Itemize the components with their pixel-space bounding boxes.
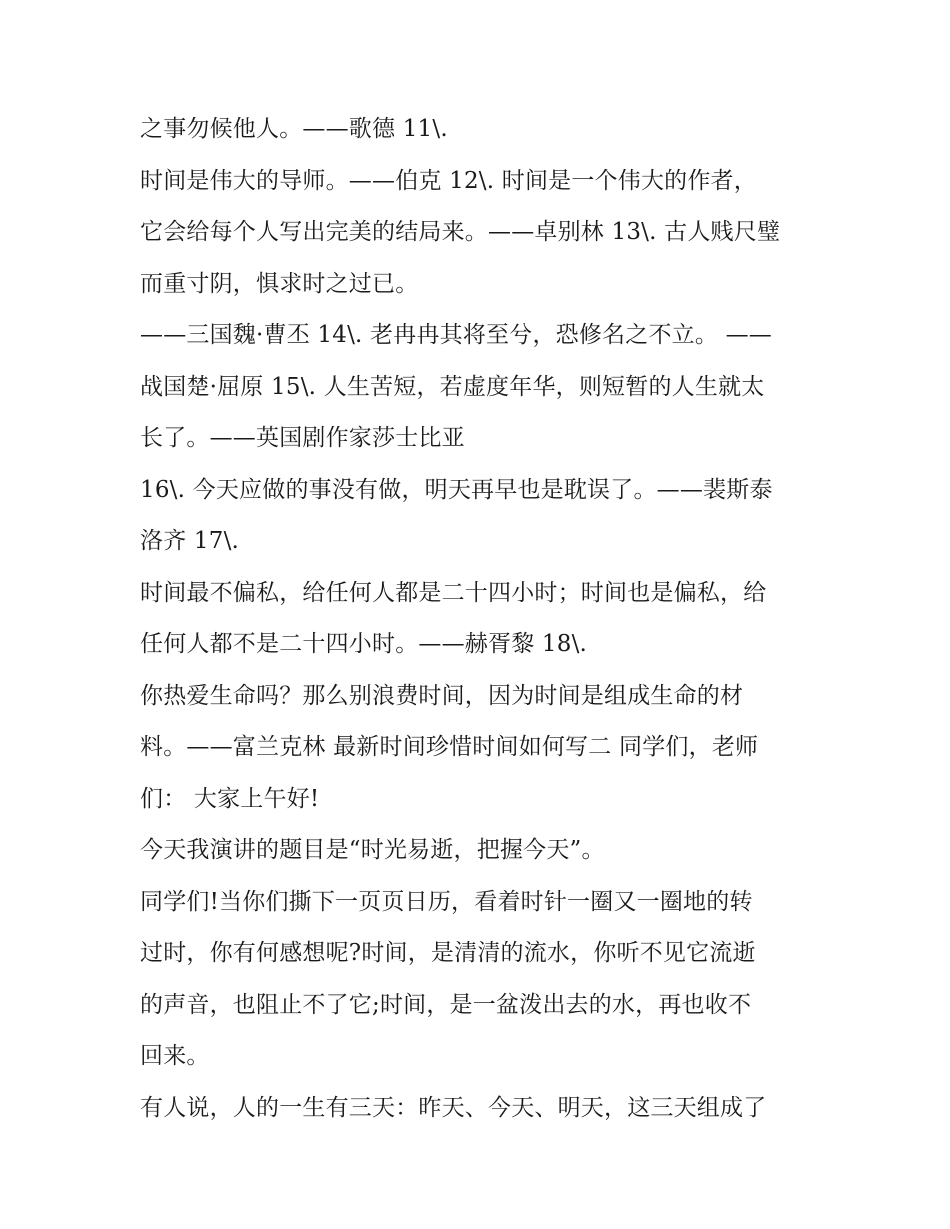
text-line: 之事勿候他人。——歌德 11\.	[140, 116, 448, 142]
text-line: 它会给每个人写出完美的结局来。——卓别林 13\. 古人贱尺璧	[140, 219, 781, 245]
text-line: 洛齐 17\.	[140, 528, 240, 554]
text-line: 长了。——英国剧作家莎士比亚	[140, 425, 465, 451]
text-line: 同学们!当你们撕下一页页日历，看着时针一圈又一圈地的转	[140, 888, 753, 915]
text-line: 的声音，也阻止不了它;时间，是一盆泼出去的水，再也收不	[140, 991, 752, 1018]
text-line: 任何人都不是二十四小时。——赫胥黎 18\.	[140, 631, 588, 657]
text-line: 时间最不偏私，给任何人都是二十四小时；时间也是偏私，给	[140, 579, 767, 606]
text-line: 回来。	[140, 1043, 210, 1069]
document-text-body	[140, 104, 820, 1134]
text-line: 时间是伟大的导师。——伯克 12\. 时间是一个伟大的作者，	[140, 167, 757, 194]
text-line: 有人说，人的一生有三天：昨天、今天、明天，这三天组成了	[140, 1094, 767, 1121]
text-line: 料。——富兰克林 最新时间珍惜时间如何写二 同学们，老师	[140, 734, 759, 760]
text-line: 今天我演讲的题目是“时光易逝，把握今天”。	[140, 837, 605, 863]
text-line: ——三国魏·曹丕 14\. 老冉冉其将至兮，恐修名之不立。 ——	[140, 322, 772, 348]
text-line: 们： 大家上午好!	[140, 785, 320, 812]
text-line: 过时，你有何感想呢?时间，是清清的流水，你听不见它流逝	[140, 940, 756, 966]
text-line: 你热爱生命吗？那么别浪费时间，因为时间是组成生命的材	[140, 682, 744, 709]
text-line: 16\. 今天应做的事没有做，明天再早也是耽误了。——裴斯泰	[140, 476, 773, 503]
text-line: 战国楚·屈原 15\. 人生苦短，若虚度年华，则短暂的人生就太	[140, 373, 765, 400]
text-line: 而重寸阴，惧求时之过已。	[140, 270, 419, 297]
